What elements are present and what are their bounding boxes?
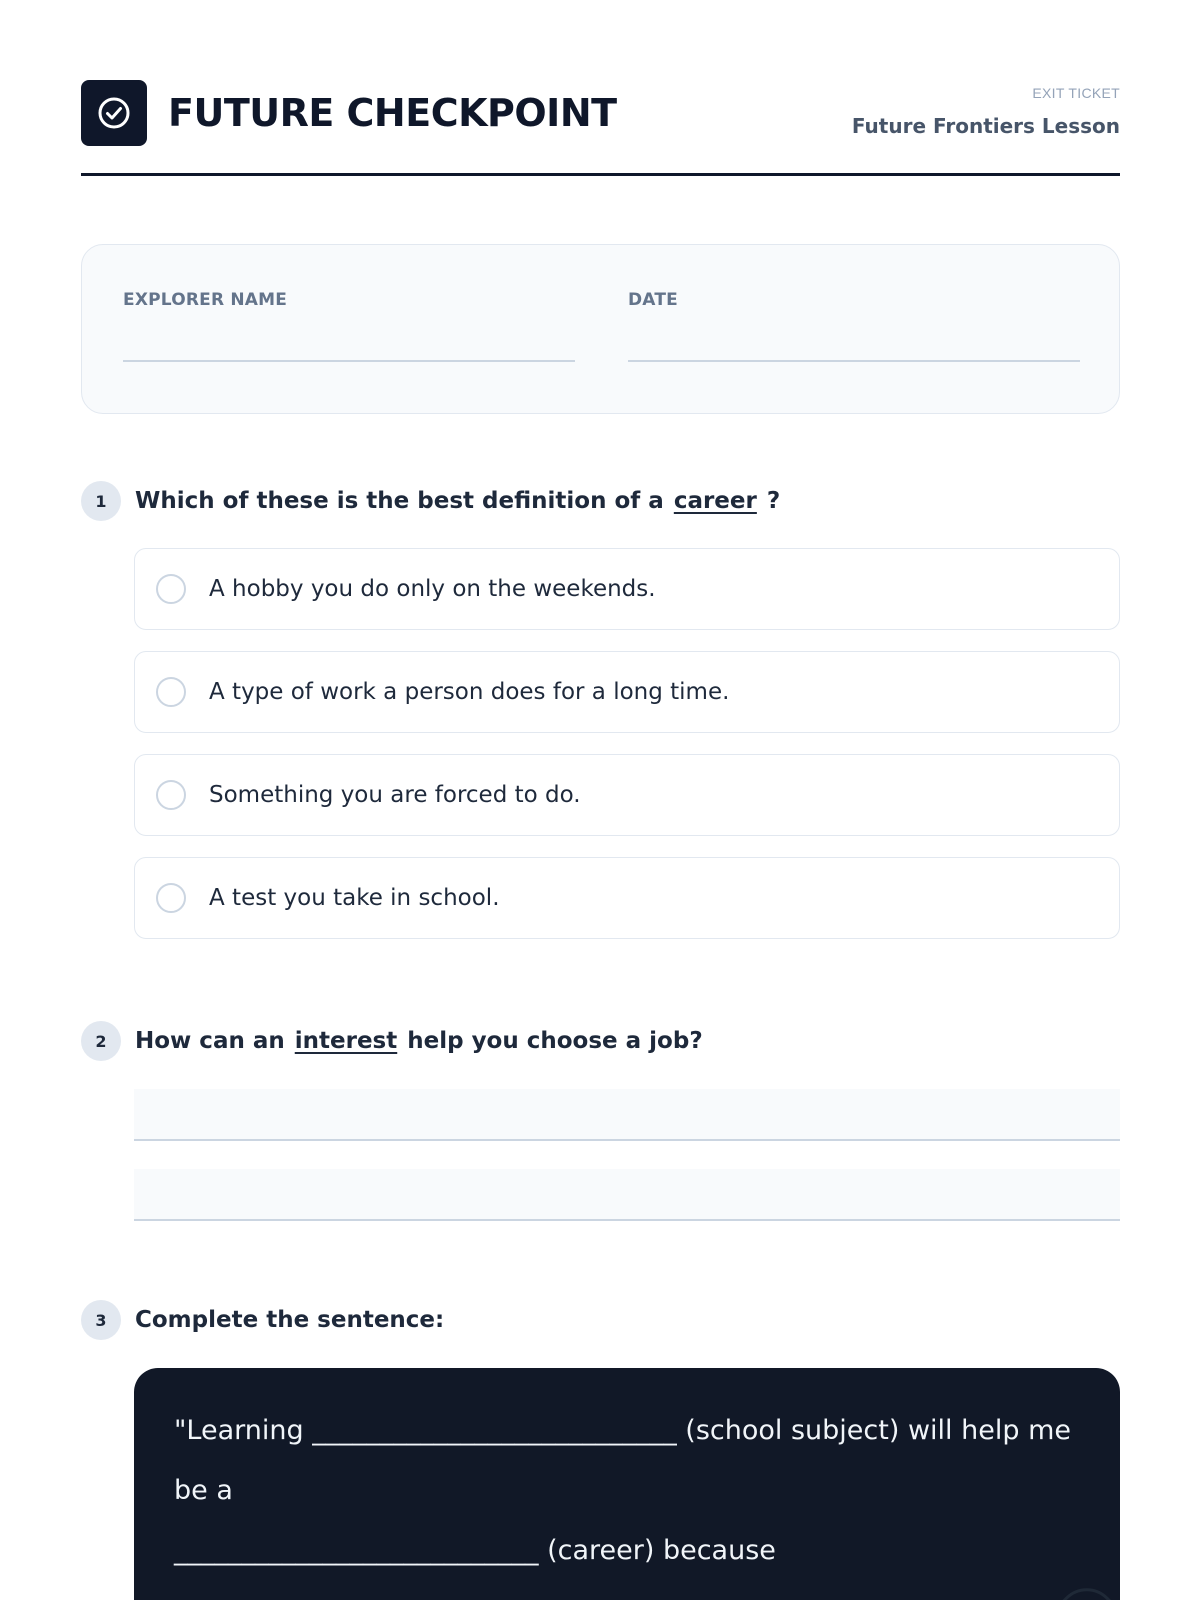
question-3-heading	[81, 1300, 444, 1340]
question-2-text-end: help you choose a job?	[407, 1028, 703, 1054]
name-input-line[interactable]	[123, 360, 575, 362]
question-1-text	[135, 488, 780, 514]
question-2-text	[135, 1028, 703, 1054]
option-c[interactable]	[134, 754, 1120, 836]
radio-button[interactable]	[156, 883, 186, 913]
question-number-badge: 3	[81, 1300, 121, 1340]
header-meta	[852, 84, 1120, 138]
date-input-line[interactable]	[628, 360, 1080, 362]
option-a[interactable]	[134, 548, 1120, 630]
question-1-options	[134, 548, 1120, 960]
question-1-text-start: Which of these is the best definition of a	[135, 488, 664, 514]
option-label: A type of work a person does for a long time.	[209, 679, 730, 705]
option-label: Something you are forced to do.	[209, 782, 581, 808]
sentence-line-1: "Learning ___________________________ (school subject) will help me be a	[174, 1415, 1071, 1506]
answer-line[interactable]	[134, 1169, 1120, 1221]
option-d[interactable]	[134, 857, 1120, 939]
keyword-interest: interest	[294, 1028, 398, 1054]
radio-button[interactable]	[156, 574, 186, 604]
option-b[interactable]	[134, 651, 1120, 733]
option-label: A hobby you do only on the weekends.	[209, 576, 656, 602]
name-field	[123, 290, 575, 362]
question-1-heading	[81, 481, 780, 521]
radio-button[interactable]	[156, 780, 186, 810]
logo	[81, 80, 147, 146]
question-2-answer-area	[134, 1089, 1120, 1249]
date-field	[628, 290, 1080, 362]
keyword-career: career	[673, 488, 757, 514]
radio-button[interactable]	[156, 677, 186, 707]
question-3-text: Complete the sentence:	[135, 1307, 445, 1333]
exit-ticket-label: EXIT TICKET	[1032, 85, 1120, 101]
question-2-heading	[81, 1021, 703, 1061]
date-label: DATE	[628, 290, 678, 310]
sentence-line-2: ___________________________ (career) because	[174, 1535, 776, 1566]
question-number-badge: 2	[81, 1021, 121, 1061]
lesson-name: Future Frontiers Lesson	[851, 114, 1120, 138]
name-label: EXPLORER NAME	[123, 290, 288, 310]
question-2-text-start: How can an	[135, 1028, 285, 1054]
question-1-text-end: ?	[766, 488, 781, 514]
check-circle-icon	[94, 93, 134, 133]
sentence-completion-box[interactable]	[134, 1368, 1120, 1600]
answer-line[interactable]	[134, 1089, 1120, 1141]
question-number-badge: 1	[81, 481, 121, 521]
page-header	[81, 80, 1120, 176]
option-label: A test you take in school.	[209, 885, 500, 911]
page-title: FUTURE CHECKPOINT	[168, 91, 617, 135]
student-info-card	[81, 244, 1120, 414]
